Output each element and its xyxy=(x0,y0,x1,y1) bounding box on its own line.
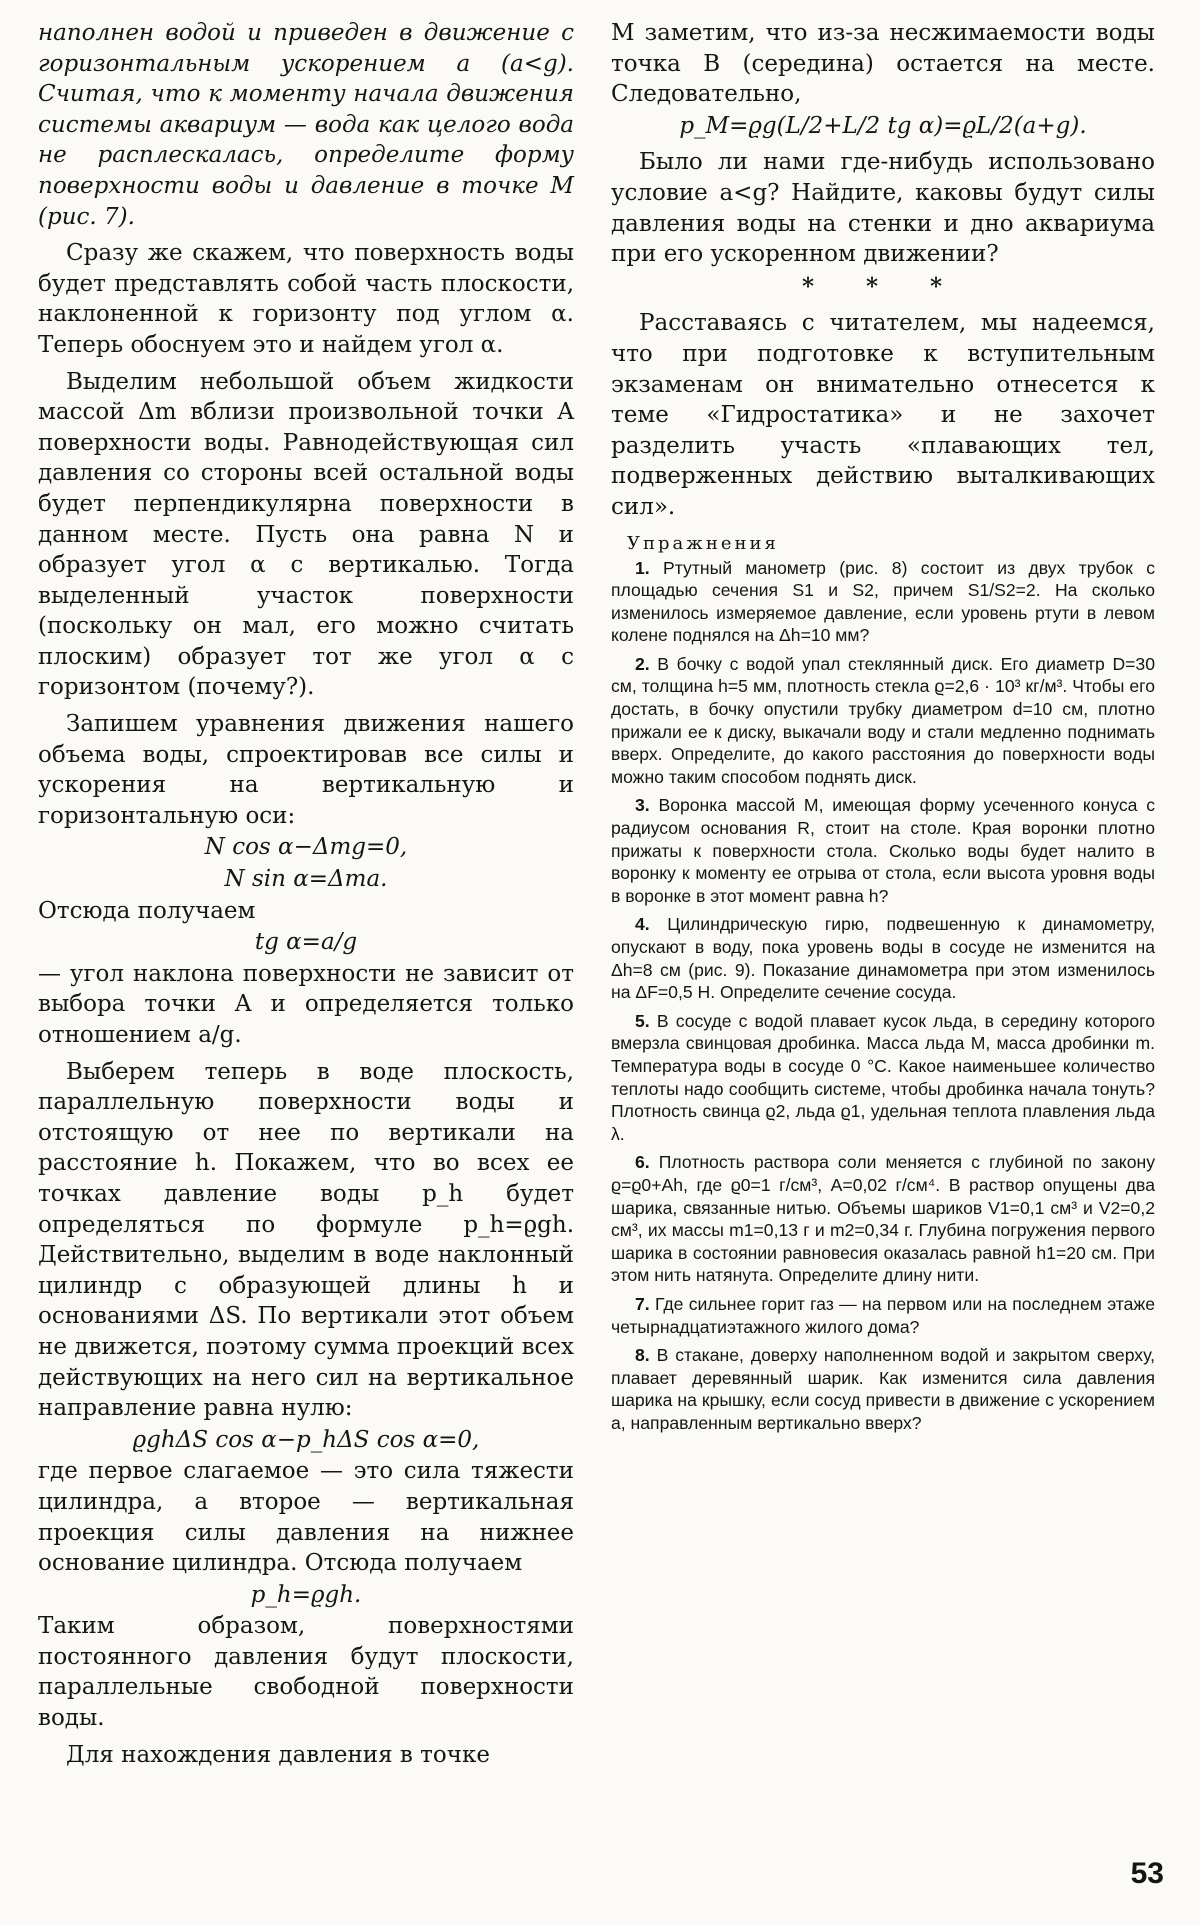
exercise-item xyxy=(611,1344,1155,1434)
equation: N sin α=Δma. xyxy=(224,866,388,893)
exercise-number: 4. xyxy=(635,914,650,935)
equation: p_h=ϱgh. xyxy=(250,1581,362,1608)
exercise-item xyxy=(611,1293,1155,1338)
paragraph: где первое слагаемое — это сила тяжести цилиндра, а второе — вертикальная проекция силы давления на нижнее основание цилиндра. Отсюда получаем xyxy=(38,1458,574,1577)
exercise-item xyxy=(611,653,1155,789)
equation: N cos α−Δmg=0, xyxy=(204,834,408,861)
exercise-number: 5. xyxy=(635,1010,650,1031)
exercise-item xyxy=(611,794,1155,907)
paragraph: Было ли нами где-нибудь использовано условие a<g? Найдите, каковы будут силы давления воды на стенки и дно аквариума при его ускоренном движении? xyxy=(611,149,1155,268)
exercise-text: Цилиндрическую гирю, подвешенную к динамометру, опускают в воду, пока уровень воды в сосуде не изменится на Δh=8 см (рис. 9). Показание динамометра при этом изменилось на ΔF=0,5 Н. Определите сечение сосуда. xyxy=(611,914,1155,1003)
paragraph: — угол наклона поверхности не зависит от выбора точки A и определяется только отношением a/g. xyxy=(38,960,574,1048)
paragraph: M заметим, что из-за несжимаемости воды точка B (середина) остается на месте. Следовательно, xyxy=(611,20,1155,108)
exercise-text: В сосуде с водой плавает кусок льда, в середину которого вмерзла свинцовая дробинка. Масса льда M, масса дробинки m. Температура воды в сосуде 0 °С. Какое наименьшее количество теплоты надо сообщить системе, чтобы дробинка начала тонуть? Плотность свинца ϱ2, льда ϱ1, удельная теплота плавления льда λ. xyxy=(611,1010,1155,1144)
exercise-text: Плотность раствора соли меняется с глубиной по закону ϱ=ϱ0+Ah, где ϱ0=1 г/см³, A=0,02 г/см⁴. В раствор опущены два шарика, связанные нитью. Объемы шариков V1=0,1 см³ и V2=0,2 см³, их массы m1=0,13 г и m2=0,34 г. Глубина погружения первого шарика в состоянии равновесия оказалась равной h1=20 см. При этом нить натянута. Определите длину нити. xyxy=(611,1152,1155,1286)
exercise-number: 3. xyxy=(635,795,650,816)
paragraph: Сразу же скажем, что поверхность воды будет представлять собой часть плоскости, наклоненной к горизонту под углом α. Теперь обоснуем это и найдем угол α. xyxy=(38,240,574,358)
paragraph: Отсюда получаем xyxy=(38,897,256,924)
equation: p_M=ϱg(L/2+L/2 tg α)=ϱL/2(a+g). xyxy=(679,112,1087,139)
equation: tg α=a/g xyxy=(254,929,358,956)
paragraph: Выделим небольшой объем жидкости массой Δm вблизи произвольной точки A поверхности воды. Равнодействующая сил давления со стороны всей остальной воды будет перпендикулярна поверхности в данном месте. Пусть она равна N и образует угол α с вертикалью. Тогда выделенный участок поверхности (поскольку он мал, его можно считать плоским) образует тот же угол α с горизонтом (почему?). xyxy=(38,368,574,701)
left-column xyxy=(38,18,574,1770)
exercise-item xyxy=(611,913,1155,1003)
paragraph: Выберем теперь в воде плоскость, параллельную поверхности воды и отстоящую от нее по вертикали на расстояние h. Покажем, что во всех ее точках давление воды p_h будет определяться по формуле p_h=ϱgh. Действительно, выделим в воде наклонный цилиндр с образующей длины h и основаниями ΔS. По вертикали этот объем не движется, поэтому сумма проекций всех действующих на него сил на вертикальное направление равна нулю: xyxy=(38,1058,574,1422)
equation: ϱghΔS cos α−p_hΔS cos α=0, xyxy=(132,1426,480,1453)
exercise-number: 6. xyxy=(635,1152,650,1173)
exercise-number: 8. xyxy=(635,1345,650,1366)
paragraph: Для нахождения давления в точке xyxy=(66,1741,490,1768)
right-column xyxy=(611,18,1155,1440)
paragraph: Расставаясь с читателем, мы надеемся, что при подготовке к вступительным экзаменам он внимательно отнесется к теме «Гидростатика» и не захочет разделить участь «плавающих тел, подверженных действию выталкивающих сил». xyxy=(611,310,1155,520)
exercise-number: 2. xyxy=(635,653,650,674)
section-divider: * * * xyxy=(801,272,965,300)
exercise-text: Воронка массой M, имеющая форму усеченного конуса с радиусом основания R, стоит на столе. Края воронки плотно прижаты к поверхности стола. Сколько воды будет налито в воронку к моменту ее отрыва от стола, если высота уровня воды в воронке в этот момент равна h? xyxy=(611,795,1156,906)
exercise-text: Где сильнее горит газ — на первом или на последнем этаже четырнадцатиэтажного жилого дома? xyxy=(611,1293,1155,1337)
exercise-item xyxy=(611,557,1155,647)
exercise-item xyxy=(611,1010,1155,1146)
exercises-heading: Упражнения xyxy=(627,532,779,554)
problem-statement: наполнен водой и приведен в движение с горизонтальным ускорением a (a<g). Считая, что к моменту начала движения системы аквариум — вода как целого вода не расплескалась, определите форму поверхности воды и давление в точке M (рис. 7). xyxy=(38,20,574,230)
paragraph: Таким образом, поверхностями постоянного давления будут плоскости, параллельные свободной поверхности воды. xyxy=(38,1613,574,1732)
exercise-number: 7. xyxy=(635,1293,650,1314)
exercise-number: 1. xyxy=(635,557,650,578)
page-number: 53 xyxy=(1130,1857,1164,1890)
exercise-text: В бочку с водой упал стеклянный диск. Его диаметр D=30 см, толщина h=5 мм, плотность стекла ϱ=2,6 · 10³ кг/м³. Чтобы его достать, в бочку опустили трубку диаметром d=10 см, плотно прижали ее к диску, выкачали воду и стали медленно поднимать вверх. Определите, до какого расстояния до поверхности воды можно таким способом поднять диск. xyxy=(611,653,1155,787)
exercise-text: Ртутный манометр (рис. 8) состоит из двух трубок с площадью сечения S1 и S2, причем S1/S2=2. На сколько изменилось измеряемое давление, если уровень ртути в левом колене поднялся на Δh=10 мм? xyxy=(611,557,1156,646)
paragraph: Запишем уравнения движения нашего объема воды, спроектировав все силы и ускорения на вертикальную и горизонтальную оси: xyxy=(38,711,574,829)
exercise-item xyxy=(611,1151,1155,1287)
exercise-list xyxy=(611,557,1155,1435)
exercise-text: В стакане, доверху наполненном водой и закрытом сверху, плавает деревянный шарик. Как изменится сила давления шарика на крышку, если сосуд привести в движение с ускорением a, направленным вертикально вверх? xyxy=(611,1345,1155,1433)
